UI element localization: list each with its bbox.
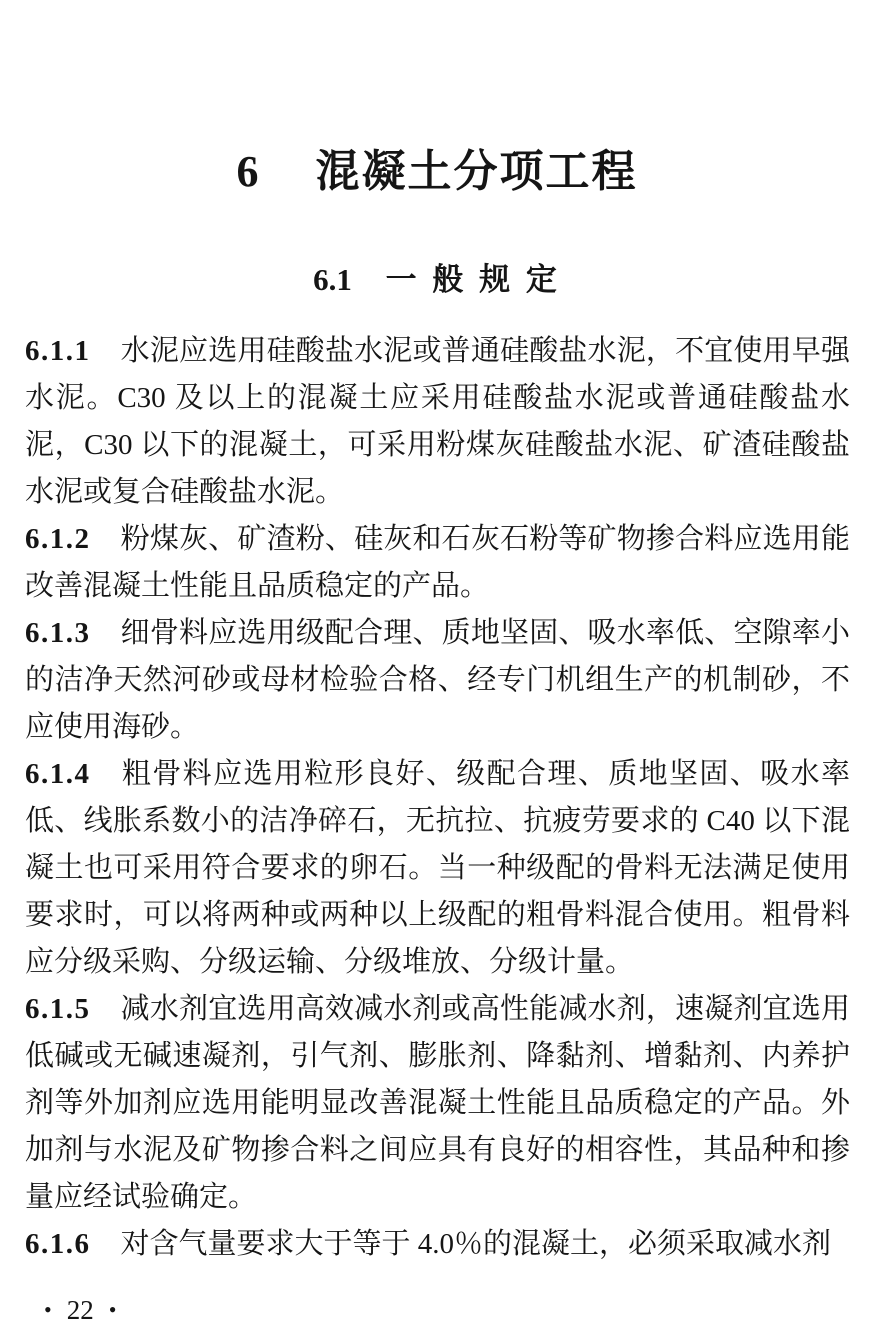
clause-6-1-2-text: 粉煤灰、矿渣粉、硅灰和石灰石粉等矿物掺合料应选用能改善混凝土性能且品质稳定的产品。 <box>25 523 850 602</box>
clause-6-1-6-text: 对含气量要求大于等于 4.0％的混凝土，必须采取减水剂 <box>120 1228 832 1260</box>
page-number: 22 <box>66 1295 94 1325</box>
clause-6-1-5-number: 6.1.5 <box>25 993 91 1025</box>
clause-6-1-2-number: 6.1.2 <box>25 523 91 555</box>
clause-6-1-4-number: 6.1.4 <box>25 758 91 790</box>
clause-6-1-2 <box>25 516 850 610</box>
footer-left-dot-icon: • <box>44 1297 52 1322</box>
chapter-title: 混凝土分项工程 <box>315 147 638 196</box>
chapter-heading <box>0 0 874 198</box>
section-number: 6.1 <box>313 262 352 297</box>
clause-6-1-6-number: 6.1.6 <box>25 1228 91 1260</box>
clause-6-1-4-text: 粗骨料应选用粒形良好、级配合理、质地坚固、吸水率低、线胀系数小的洁净碎石，无抗拉、抗疲劳要求的 C40 以下混凝土也可采用符合要求的卵石。当一种级配的骨料无法满足使用要求时，可以将两种或两种以上级配的粗骨料混合使用。粗骨料应分级采购、分级运输、分级堆放、分级计量。 <box>25 758 850 978</box>
clause-6-1-4 <box>25 751 850 986</box>
page-footer <box>44 1295 116 1325</box>
footer-right-dot-icon: • <box>108 1297 117 1322</box>
chapter-number: 6 <box>236 147 261 196</box>
clause-6-1-3 <box>25 610 850 751</box>
clause-6-1-3-number: 6.1.3 <box>25 617 91 649</box>
clause-6-1-5 <box>25 986 850 1221</box>
clause-6-1-5-text: 减水剂宜选用高效减水剂或高性能减水剂，速凝剂宜选用低碱或无碱速凝剂，引气剂、膨胀剂、降黏剂、增黏剂、内养护剂等外加剂应选用能明显改善混凝土性能且品质稳定的产品。外加剂与水泥及矿物掺合料之间应具有良好的相容性，其品种和掺量应经试验确定。 <box>25 993 850 1213</box>
section-heading <box>0 262 874 298</box>
section-title: 一 般 规 定 <box>385 262 561 297</box>
clause-6-1-1 <box>25 328 850 516</box>
clause-6-1-3-text: 细骨料应选用级配合理、质地坚固、吸水率低、空隙率小的洁净天然河砂或母材检验合格、经专门机组生产的机制砂，不应使用海砂。 <box>25 617 850 743</box>
clause-6-1-1-text: 水泥应选用硅酸盐水泥或普通硅酸盐水泥，不宜使用早强水泥。C30 及以上的混凝土应采用硅酸盐水泥或普通硅酸盐水泥，C30 以下的混凝土，可采用粉煤灰硅酸盐水泥、矿渣硅酸盐水泥或复合硅酸盐水泥。 <box>25 335 850 508</box>
body-text <box>25 328 850 1268</box>
clause-6-1-1-number: 6.1.1 <box>25 335 91 367</box>
clause-6-1-6 <box>25 1221 850 1268</box>
